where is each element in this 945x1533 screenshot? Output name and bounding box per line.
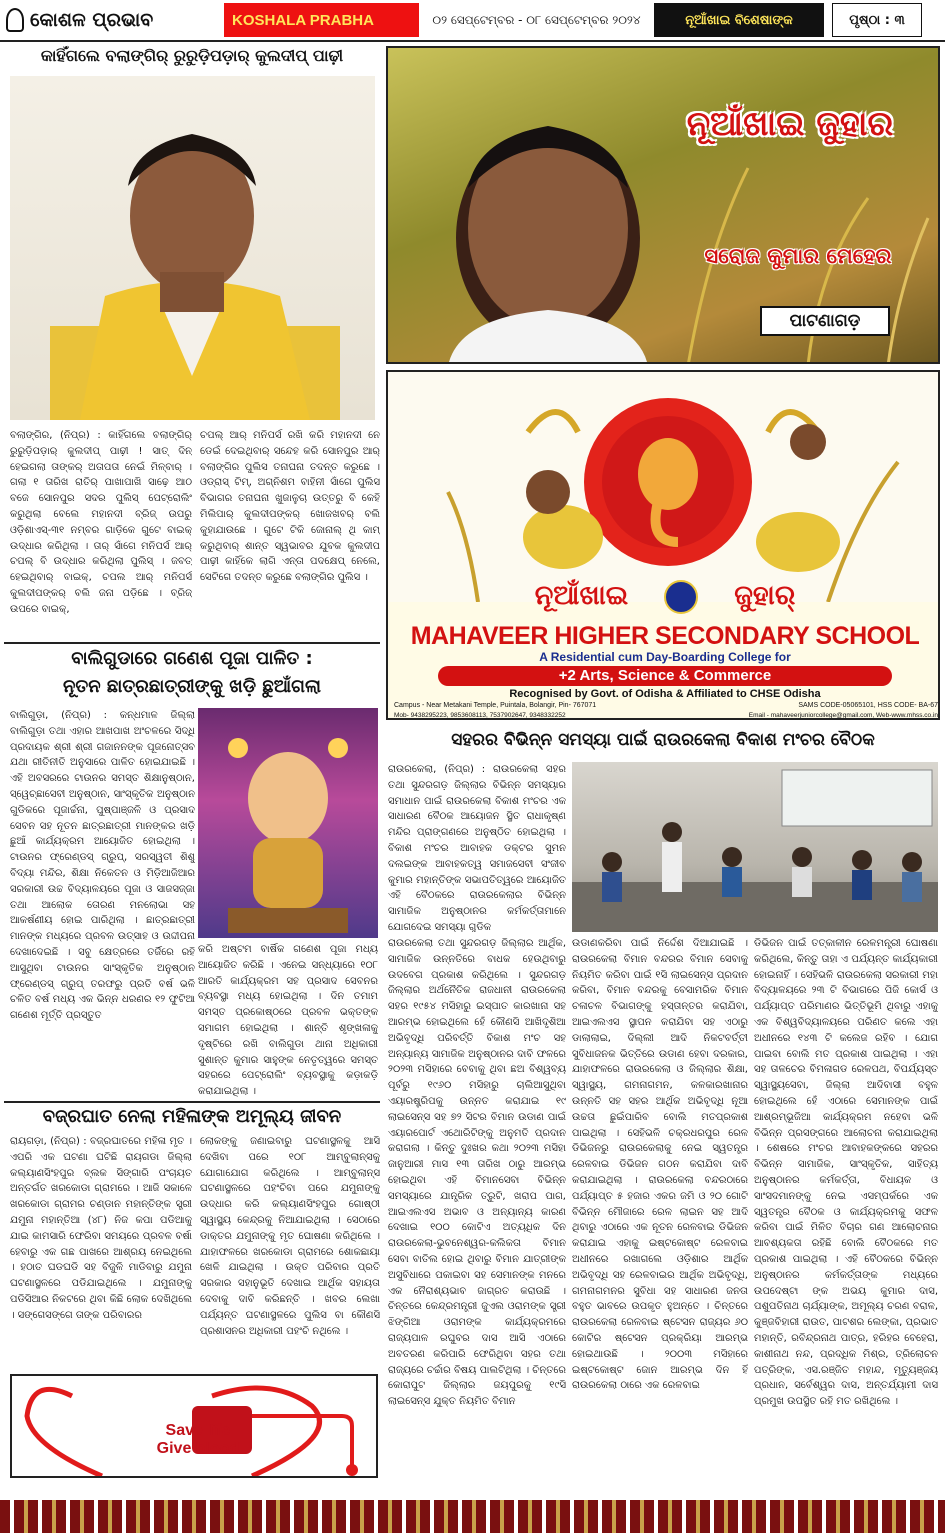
school-crest-icon (664, 580, 698, 614)
portrait-photo-kuldeep (10, 76, 375, 420)
divider (4, 642, 380, 644)
meeting-group-icon (572, 762, 938, 932)
blood-ad-line1: Save life (165, 1422, 231, 1439)
school-advertisement (386, 370, 940, 720)
school-name: MAHAVEER HIGHER SECONDARY SCHOOL (410, 622, 920, 650)
meeting-photo (572, 762, 938, 932)
greeting-right: ଜୁହାର୍ (734, 580, 796, 611)
story3-intro-column: ରାଉରକେଲା, (ନିପ୍ର) : ରାଉରକେଲା ସହର ତଥା ସୁନ୍ଦରଗଡ଼ ଜିଲ୍ଲାର ବିଭିନ୍ନ ସମସ୍ୟାର ସମାଧାନ ପାଇଁ ରାଉରକେଲା ବିକାଶ ମଂଚର ଏକ ସାଧାରଣ ବୈଠକ ଆୟୋଜନ ସ୍ଥିତ ରାଧାକୃଷ୍ଣ ମନ୍ଦିର ପ୍ରାଙ୍ଗଣରେ ଅନୁଷ୍ଠିତ ହୋଇଥିଲା । ବିକାଶ ମଂଚର ଆବାହକ ଡକ୍ଟର ସୁମନ ଦଲଇଙ୍କ ଆବାହକତ୍ୱ ସମାଜସେବୀ ସଂଜୀବ କୁମାର ମହାନ୍ତିଙ୍କ ସଭାପତିତ୍ୱରେ ଆୟୋଜିତ ଏହି ବୈଠକରେ ରାଉରକେଲାର ବିଭିନ୍ନ ସାମାଜିକ ଅନୁଷ୍ଠାନର କର୍ମକର୍ତ୍ତାମାନେ ଯୋଗଦେଇ ସମସ୍ୟା ଗୁଡିକ (388, 764, 566, 932)
school-greeting (388, 580, 940, 614)
story2-headline-line2: ନୂତନ ଛାତ୍ରଛାତ୍ରୀଙ୍କୁ ଖଡ଼ି ଛୁଆଁଗଲା (62, 676, 321, 697)
school-recognition: Recognised by Govt. of Odisha & Affiliated to CHSE Odisha (509, 688, 821, 700)
brand-name-bar: KOSHALA PRABHA (224, 3, 419, 37)
story2-column-2: କରି ଅଷ୍ଟମ ବାର୍ଷିକ ଗଣେଶ ପୂଜା ମଧ୍ୟ ଆୟୋଜିତ କରିଛି । ଏନେଇ ସନ୍ଧ୍ୟାରେ ୧୦୮ ଆରତି କାର୍ଯ୍ୟକ୍ରମ ସହ ପ୍ରସାଦ ସେବନର ବ୍ୟବସ୍ଥା ମଧ୍ୟ ହୋଇଥିଲା । ଦିନ ତମାମ ସମସ୍ତ ପ୍ରକୋଷ୍ଠରେ ପ୍ରବଳ ଭକ୍ତଙ୍କ ସମାଗମ ହୋଇଥିଲା । ଶାନ୍ତି ଶୃଙ୍ଖଳାକୁ ଦୃଷ୍ଟିରେ ରଖି ବାଲିଗୁଡା ଥାନା ଅଧିକାରୀ ସୁଶାନ୍ତ କୁମାର ସାହୁଙ୍କ ନେତୃତ୍ୱରେ ସମସ୍ତ ସହରରେ ପେଟ୍ରୋଲିଂ ବ୍ୟବସ୍ଥାକୁ କଡ଼ାକଡ଼ି କରାଯାଇଥିଲା । (198, 944, 378, 1098)
school-codes: SAMS CODE-05065101, HSS CODE- BA-67 (798, 702, 938, 709)
story3-column-1: ରାଉରକେଲା ତଥା ସୁନ୍ଦରଗଡ଼ ଜିଲ୍ଲାର ଆର୍ଥିକ, ସାମାଜିକ ଉନ୍ନତିରେ ବାଧକ ହେଉଥିବାରୁ ଉଦବେଗ ପ୍ରକାଶ କରିଥିଲେ । ସୁନ୍ଦରଗଡ଼ ଜିଲ୍ଲାର ଅର୍ଥନୈତିକ ରାଜଧାନୀ ରାଉରକେଲା ସହର ୧୯୫୪ ମସିହାରୁ ଇସ୍ପାତ କାରଖାନା ସହ ଆରମ୍ଭ ହୋଇଥିଲେ ହେଁ କୌଣସି ଆଖିଦୃଶିଆ ଅଭିବୃଦ୍ଧି ପରିବର୍ତ୍ତି ବିକାଶ ମଂଚ ସହ ଅନ୍ୟାନ୍ୟ ସାମାଜିକ ଅନୁଷ୍ଠାନର ଦାବି ଫଳରେ ୨୦୨୩ ମସିହାରେ ବେବାକୁ ଥିବା ଛଅ ବିଶ୍ୱବ୍ୟ ପୂର୍ବରୁ ୧୯୬୦ ମସିହାରୁ ଚାଲିଆସୁଥିବା ଏୟାରଷ୍ଟ୍ରିପକୁ ଉନ୍ନତ କରାଯାଇ ୧୯ ଲାଇସେନ୍ସ ସହ ୭୨ ସିଟର ବିମାନ ଉଡାଣ ପାଇଁ ଏୟାରପୋର୍ଟ ଏଥୋରିଟିଙ୍କୁ ଅନୁମତି ପ୍ରଦାନ କରାଗଲା । କିନ୍ତୁ ଦୁଃଖର କଥା ୨୦୨୩ ମସିହା ଜାନୁଆରୀ ମାସ ୧୩ ତାରିଖ ଠାରୁ ଆରମ୍ଭ ହୋଇଥିବା ଏହି ବିମାନସେବା ବିଭିନ୍ନ ସମସ୍ୟାରେ ଯାନ୍ତ୍ରିକ ତ୍ରୁଟି, ଖରାପ ପାଗ, ଆଇଏଲଏସ ଅଭାବ ଓ ଅନ୍ୟାନ୍ୟ କାରଣ ଦେଖାଇ ୧୦୦ କୋଟିଏ ଅତ୍ୟଧିକ ଦିନ ରାଉରକେଲା-ଭୁବନେଶ୍ୱର-କଲିକତା ବିମାନ ସେବା ବାତିଲ ହୋଇ ଥିବାରୁ ବିମାନ ଯାତ୍ରୀଙ୍କ ଅସୁବିଧାରେ ପକାଇବା ସହ ସେମାନଙ୍କ ମନରେ ଏକ ନୈରାଶ୍ୟଭାବ ଜାଗ୍ରତ କରାଉଛି । ଚିନ୍ତରେ କେନ୍ଦ୍ରମନ୍ତ୍ରୀ ଜୁଏଲ ଓରାମଙ୍କ ସ୍ତ୍ରୀ ଝିଙ୍ଗିଆ ଓରାମଙ୍କ କାର୍ଯ୍ୟକ୍ରମରେ ରାଜ୍ୟପାଳ ରଘୁବର ଦାସ ଆସି ଏଠାରେ ଅବତରଣ କରିପାରି ଫେରିଥିବା ସହର ତଥା ରାଜ୍ୟରେ ଚର୍ଚ୍ଚାର ବିଷୟ ପାଲଟିଥିଲା । ଚିନ୍ତରେ କୋରାପୁଟ ଜିଲ୍ଲାର ଜୟପୁରକୁ ୧୯ସି ଲାଇସେନ୍ସ ଯୁକ୍ତ ନିୟମିତ ବିମାନ (388, 938, 566, 1408)
school-tagline: A Residential cum Day-Boarding College for (539, 650, 791, 664)
greeter-place: ପାଟଣାଗଡ଼ (760, 306, 890, 336)
story2-headline-line1: ବାଲିଗୁଡାରେ ଗଣେଶ ପୂଜା ପାଳିତ : (71, 648, 313, 669)
story3-column-2: ଉଡାଣକରିବା ପାଇଁ ନିର୍ଦ୍ଦେଶ ଦିଆଯାଇଛି । ରାଉରକେଲା ବିମାନ ବନ୍ଦରର ବିମାନ ସେବାକୁ ନିୟମିତ କରିବା ପାଇଁ ୧ସି ଲାଇସେନ୍ସ ପ୍ରଦାନ କରିବା, ବିମାନ ବନ୍ଦରକୁ ବେସାମରିକ ବିମାନ ଚଳାଚଳ ବିଭାଗଙ୍କୁ ହସ୍ତାନ୍ତର କରାଯିବା, ଆଇଏଲଏସ ସ୍ଥାପନ କରାଯିବା ସହ ଏଠାରୁ ଡାଲାଲାଇ, ଦିଲ୍ଲୀ ଆଦି ନିକଟବର୍ତ୍ତୀ ସୁବିଧାଜନକ ଭିତ୍ତିରେ ଉଡାଣ ହେବା ଦରକାର, ଯାହାଫଳରେ ରାଉରକେଲା ଓ ଜିଲ୍ଲାର ଶିକ୍ଷା, ସ୍ୱାସ୍ଥ୍ୟ, ଗମନାଗମନ, କଳକାରଖାନାର ଉନ୍ନତି ସହ ସହର ଆର୍ଥିକ ଅଭିବୃଦ୍ଧି ନୂଆ ଉଚ୍ଚତା ଛୁଇଁପାରିବ ବୋଲି ମତପ୍ରକାଶ ପାଇଥିଲା । ସେହିଭଳି ଚକ୍ରଧରପୁର ରେଳ ଡିଭିଜନରୁ ରାଉରକେଲାକୁ ନେଇ ସ୍ୱତନ୍ତ୍ର ରେଳବାଇ ଡିଭିଜନ ଗଠନ କରାଯିବା ଦାବି କରାଯାଇଥିଲା । ରାଉରକେଲା ବନ୍ଦରଠାରେ ପର୍ଯ୍ୟାପ୍ତ ୫ ହଜାର ଏକର ଜମି ଓ ୨୦ ଗୋଟି ବିଭିନ୍ନ ମୌଜାରେ ରେଳ ଲାଇନ ସହ ଆଦି ଥିବାରୁ ଏଠାରେ ଏକ ନୂତନ ରେଳବାଇ ଡିଭିଜନ କରାଯାଇ ଏହାକୁ ଇଷ୍ଟକୋଷ୍ଟ ରେଳବାଇ ଅଧୀନରେ ରଖାଗଲେ ଓଡ଼ିଶାର ଆର୍ଥିକ ଅଭିବୃଦ୍ଧି ସହ ରେଳବାଇର ଆର୍ଥିକ ଅଭିବୃଦ୍ଧି, ଗମନାଗମନର ସୁବିଧା ସହ ସାଧାରଣ ଜନତା ବହୁତ ଭାବରେ ଉପକୃତ ହୁଅନ୍ତେ । ଚିନ୍ତରେ ରାଉରକେଲା ରେଳବାଇ ଷ୍ଟେସନ ରାଜ୍ୟର ୬୦ କୋଟିର ଷ୍ଟେସନ ପ୍ରକ୍ରିୟା ଆରମ୍ଭ ହୋଇଥାଉଛି । ୨୦୦୩ ମସିହାରେ ଇଷ୍ଟକୋଷ୍ଟ ଜୋନ ଆରମ୍ଭ ଦିନ ହିଁ ରାଉରକେଲା ଠାରେ ଏକ ରେଳବାଇ (572, 938, 748, 1392)
greeter-name: ସରୋଜ କୁମାର ମେହେର (704, 244, 892, 268)
masthead (0, 0, 945, 42)
story3-headline: ସହରର ବିଭିନ୍ନ ସମସ୍ୟା ପାଇଁ ରାଉରକେଲା ବିକାଶ ମଂଚର ବୈଠକ (451, 730, 875, 750)
story4-headline: ବଜ୍ରଘାତ ନେଲା ମହିଳାଙ୍କ ଅମୂଲ୍ୟ ଜୀବନ (42, 1106, 342, 1127)
story3-column-3: ଡିଭିଜନ ପାଇଁ ତତ୍କାଳୀନ ରେଳମନ୍ତ୍ରୀ ଘୋଷଣା କରିଥିଲେ, କିନ୍ତୁ ତାହା ଏ ପର୍ଯ୍ୟନ୍ତ କାର୍ଯ୍ୟକାରୀ ହୋଇନାହିଁ । ସେହିଭଳି ରାଉରକେଲା ସରକାରୀ ମହା ବିଦ୍ୟାଳୟରେ ୨୩ ଟି ବିଭାଗରେ ପିଜି କୋର୍ସ ଓ ପର୍ଯ୍ୟାପ୍ତ ପରିମାଣର ଭିତ୍ତିଭୂମି ଥିବାରୁ ଏହାକୁ ଏକ ବିଶ୍ୱବିଦ୍ୟାଳୟରେ ପରିଣତ କଲେ ଏହା ଅଧୀନରେ ୧୪୩ ଟି କଲେଜ ରହିବ । ଯୋଗ ପାଇବା ବୋଲି ମତ ପ୍ରକାଶ ପାଇଥିଲା । ଏହା ସହ ତାଳଚେର ବିମଳାଗଡ ରେଳପଥ, ବିପର୍ଯ୍ୟସ୍ତ ସ୍ୱାସ୍ଥ୍ୟସେବା, ଜିଲ୍ଲା ଆଦିବାସୀ ବହୁଳ ହୋଇଥିଲେ ହେଁ ଏଠାରେ ସେମାନଙ୍କ ପାଇଁ ଆଶ୍ରମ୍ଭୂଜିଆ କାର୍ଯ୍ୟକ୍ରମ ନହେବା ଭଳି ବିଭିନ୍ନ ପ୍ରସଙ୍ଗରେ ଆଲୋଚନା କରାଯାଇଥିଲା । ଶେଷରେ ମଂଚର ଆବାହକଙ୍କରେ ସହରର ବିଭିନ୍ନ ସାମାଜିକ, ସାଂସ୍କୃତିକ, ସାହିତ୍ୟ ଅନୁଷ୍ଠାନର କର୍ମକର୍ତ୍ତା, ବିଧାୟକ ଓ ସାଂସଦମାନଙ୍କୁ ନେଇ ଏସମ୍ପର୍କରେ ଏକ ସ୍ୱତନ୍ତ୍ର ବୈଠକ ଓ କାର୍ଯ୍ୟକ୍ରମକୁ ସଫଳ କରିବା ପାଇଁ ମିଳିତ ବିଚାର ଗଣ ଆଲୋଚନାର ଆବଶ୍ୟକତା ରହିଛି ବୋଲି ବୈଠକରେ ମତ ପ୍ରକାଶ ପାଇଥିଲା । ଏହି ବୈଠକରେ ବିଭିନ୍ନ ଅନୁଷ୍ଠାନର କର୍ମକର୍ତ୍ତାଙ୍କ ମଧ୍ୟରେ ଉପଦେଷ୍ଟା ଙ୍କ ଅଭୟ କୁମାର ଦାସ, ପଶୁପତିନାଥ ଚାର୍ଯ୍ୟାଙ୍କ, ଅମୂଲ୍ୟ ଚରଣ ବରାଳ, କୁଞ୍ଜବିହାରୀ ରାଉତ, ପାଟଶର ଲେଙ୍କା, ପ୍ରଭାତ ମହାନ୍ତି, ରବିନ୍ଦ୍ରନାଥ ପାତ୍ର, ହରିହର ବେହେରା, କାଶୀନାଥ ନନ୍ଦ, ପ୍ରଦ୍ଧିକ ମିଶ୍ର, ତ୍ରିଲୋଚନ ପତ୍ରିଙ୍କ, ଏସ.ରଞ୍ଜିତ ମହାନ୍ଦ, ମୃତ୍ୟୁଞ୍ଜୟ ପ୍ରଧାନ, ସର୍ବେଶ୍ୱର ଦାସ, ଅନ୍ତର୍ଯ୍ୟାମୀ ଦାସ ପ୍ରମୁଖ ଉପସ୍ଥିତ ରହି ମତ ରଖିଥିଲେ । (754, 938, 938, 1408)
special-edition-label: ନୂଆଁଖାଇ ବିଶେଷାଙ୍କ (654, 3, 824, 37)
person-portrait-icon (10, 76, 375, 420)
newspaper-logo (6, 3, 224, 37)
story4-column-2: ଲୋକଙ୍କୁ ଜଣାଇବାରୁ ଘଟଣାସ୍ଥଳକୁ ଆସି ଦେଖିବା ପରେ ୧୦୮ ଆମ୍ବୁଲାନ୍ସକୁ ଯୋଗାଯୋଗ କରିଥିଲେ । ଆମ୍ବୁଲାନ୍ସ ଘଟଣାସ୍ଥଳରେ ପହଂଚିବା ପରେ ଯମୁନାଙ୍କୁ ଉଦ୍ଧାର କରି କଲ୍ୟାଣସିଂହପୁର ଗୋଷ୍ଠୀ ସ୍ୱାସ୍ଥ୍ୟ କେନ୍ଦ୍ରକୁ ନିଆଯାଇଥିଲା । ସେଠାରେ ଡାକ୍ତର ଯମୁନାଙ୍କୁ ମୃତ ଘୋଷଣା କରିଥିଲେ । ଯାହାଫଳରେ ଖରକୋଡା ଗ୍ରାମରେ ଶୋକଛାୟା ଖେଳି ଯାଇଥିଲା । ଉକ୍ତ ପରିବାର ପ୍ରତି ସରକାର ସହାନୁଭୂତି ଦେଖାଇ ଆର୍ଥିକ ସହାୟତା ଦେବାକୁ ଦାବି କରିଛନ୍ତି । ଖବର ଲେଖା ପର୍ଯ୍ୟନ୍ତ ଘଟଣାସ୍ଥଳରେ ପୁଲିସ ବା କୌଣସି ପ୍ରଶାସନର ଅଧିକାରୀ ପହଂଚି ନଥିଲେ । (200, 1136, 380, 1337)
ganesh-idol-photo (198, 708, 378, 938)
story1-column-2: ଚପଲ୍ ଆର୍ ମନିପର୍ସ ରଖି କରି ମହାନଦୀ ନେ ଡେଇଁ ଦେଇଥିବାର୍ ସନ୍ଦେହ କରି ସୋନପୁର ଆର୍ ବଲାଙ୍ଗିର ପୁଲିସ ତନାଘନା ତଦନ୍ତ କରୁଛେ । ଓଡ୍ରାସ୍ ଟିମ୍, ଅଗ୍ନିଶମ ବାହିନୀ ସାଁଗେ ପୁଲିସ ବିଭାଗର ତନାଘନା ଖୁଜାଳୁଚା ଉତ୍ତରୁ ବି କେହି ମିଲିପାର୍ କୁଲଦୀପଙ୍କର୍ ଖୋଜଖବର୍ ବଲି କୁହାଯାଉଛେ । ଗୁଟେ ଟିକି ଜୋନାଲ୍ ଥି କାମ୍ କରୁଥିବାର୍ ଶାନ୍ତ ସ୍ୱଭାବର ଯୁବକ କୁଲଦୀପ ପାଢ଼ୀ କାହିଁକେ ଲାଗି ଏନ୍ତା ପଦକ୍ଷେପ୍ ନେଲେ, ସେଟିଗେ ତଦନ୍ତ କରୁଛେ ବଲାଙ୍ଗିର ପୁଲିସ । (200, 430, 380, 584)
story2-column-1: ବାଲିଗୁଡ଼ା, (ନିପ୍ର) : କନ୍ଧମାଳ ଜିଲ୍ଲା ବାଲିଗୁଡ଼ା ତଥା ଏହାର ଆଖପାଖ ଅଂଚଳରେ ସିଦ୍ଧି ପ୍ରଦାୟକ ଶ୍ରୀ ଶ୍ରୀ ଗଜାନନଙ୍କ ପୂଜନୋତ୍ସବ ଯଥା ରୀତିନୀତି ଅନୁସାରେ ପାଳିତ ହୋଇଯାଇଛି । ଏହି ଅବସରରେ ଟାଉନର ସମସ୍ତ ଶିକ୍ଷାନୁଷ୍ଠାନ, ସ୍ୱେଚ୍ଛାସେବୀ ଅନୁଷ୍ଠାନ, ସାଂସ୍କୃତିକ ଅନୁଷ୍ଠାନ ଗୁଡିକରେ ପୂଜାର୍ଚ୍ଚନା, ପୁଷ୍ପାଞ୍ଜଳି ଓ ପ୍ରସାଦ ସେବନ ସହ ନୂତନ ଛାତ୍ରଛାତ୍ରୀ ମାନଙ୍କର ଖଡ଼ି ଛୁଆଁ କାର୍ଯ୍ୟକ୍ରମ ଆୟୋଜିତ ହୋଇଥିଲା । ଟାଉନର ଫ୍ରେଣ୍ଡସ୍ ଗ୍ରୁପ୍, ସରସ୍ୱତୀ ଶିଶୁ ବିଦ୍ୟା ମନ୍ଦିର, ଶିକ୍ଷା ନିକେତନ ଓ ମିଡ଼ିଆଜିଆର ସରକାରୀ ଉଚ୍ଚ ବିଦ୍ୟାଳୟରେ ପୂଜା ଓ ସାଜସଜ୍ଜା ତଥା ଆଲୋକ ତୋରଣ ମନଲୋଭା ସହ ଆକର୍ଷଣୀୟ ହୋଇ ପାରିଥିଲା । ଛାତ୍ରଛାତ୍ରୀ ମାନଙ୍କ ମଧ୍ୟରେ ପ୍ରବଳ ଉତ୍ସାହ ଓ ଉଦ୍ଦୀପନା ଦେଖାଦେଇଛି । ସବୁ କ୍ଷେତ୍ରରେ ତର୍ଜିରେ ରହି ଆସୁଥିବା ଟାଉନର ସାଂସ୍କୃତିକ ଅନୁଷ୍ଠାନ ଫ୍ରେଣ୍ଡସ୍ ଗ୍ରୁପ୍ ତରଫରୁ ପ୍ରତି ବର୍ଷ ଭଳି ଚଳିତ ବର୍ଷ ମଧ୍ୟ ଏକ ଭିନ୍ନ ଧରଣର ୧୨ ଫୁଟିଆ ଗଣେଶ ମୂର୍ତ୍ତି ପ୍ରସ୍ତୁତ (10, 710, 195, 1022)
school-email: Email - mahaveerjuniorcollege@gmail.com, Web-www.mhss.co.in (748, 712, 938, 719)
ganesha-illustration (388, 372, 940, 602)
divider (4, 1101, 380, 1103)
issue-date: ୦୨ ସେପ୍ଟେମ୍ବର - ୦୮ ସେପ୍ଟେମ୍ବର ୨୦୨୪ (432, 12, 641, 27)
school-campus: Campus - Near Metakani Temple, Puintala, Bolangir, Pin- 767071 (394, 702, 597, 709)
page-number: ପୃଷ୍ଠା : ୩ (832, 3, 922, 37)
story1-column-1: ବଲାଙ୍ଗିର, (ନିପ୍ର) : କାହିଁଗଲେ ବଲାଙ୍ଗିର୍ ରୁରୁଡ଼ିପଡ଼ାର୍ କୁଲଦୀପ୍ ପାଢ଼ୀ ! ସାତ୍ ଦିନ୍ ହେଇଗଲା ତାଙ୍କର୍ ଅତାପତା ନେଇଁ ମିଳ୍ବାର୍ । ଗଲା ୧ ତାରିଖ ରାତିର୍ ପାଖାପାଖି ସାଢ଼େ ଆଠ ବଜେ ସୋନପୁର ସଦର ପୁଲିସ୍ ପେଟ୍ରୋଲିଂ କରୁଥିଲା ବେଲେ ମହାନଦୀ ବ୍ରିଜ୍ ଉପରୁ ଓଡ଼ିଶାଏସ୍-୩୧ ନମ୍ବର ଗାଡ଼ିକେ ଗୁଟେ ବାଇକ୍ ଉଦ୍ଧାର କରିଥିଲା । ତାର୍ ସାଁଗେ ମନିପର୍ସ ଆର୍ ଚପଲ୍ ବି ଉଦ୍ଧାର କରିଥିଲା ପୁଲିସ୍ । ଜବତ୍ ହେଇଥିବାର୍ ବାଇକ୍, ଚପଲ ଆର୍ ମନିପର୍ସ କୁଲଦୀପଙ୍କର୍ ବଲି ଜନା ପଡ଼ିଛେ । ବ୍ରିଜ୍ ଉପରେ ବାଇକ୍, (10, 430, 192, 615)
school-streams: +2 Arts, Science & Commerce (438, 666, 892, 686)
blood-donation-ad (10, 1374, 378, 1478)
nuakhai-title: ନୂଆଁଖାଇ ଜୁହାର (686, 104, 894, 144)
logo-emblem-icon (6, 8, 24, 32)
school-mobile: Mob- 9438295223, 9853608113, 7537902647, 9348332252 (394, 712, 566, 719)
decorative-footer-border (0, 1500, 945, 1533)
nuakhai-greeting-ad (386, 46, 940, 364)
greeting-left: ନୂଆଁଖାଇ (534, 580, 629, 611)
logo-text: କୋଶଳ ପ୍ରଭାବ (30, 9, 154, 31)
blood-ad-line2: Give blood (156, 1440, 240, 1457)
ganesh-idol-icon (198, 708, 378, 938)
story1-headline: କାହିଁଗଲେ ବଲାଙ୍ଗିର୍ ରୁରୁଡ଼ିପଡ଼ାର୍ କୁଲଦୀପ୍ ପାଢ଼ୀ (40, 46, 344, 65)
story4-column-1: ରାୟଗଡ଼ା, (ନିପ୍ର) : ବଜ୍ରଘାତରେ ମହିଳା ମୃତ । ଏପରି ଏକ ଘଟଣା ଘଟିଛି ରାୟଗଡା ଜିଲ୍ଲା କଲ୍ୟାଣସିଂହପୁର ବ୍ଲକ ସିଙ୍ଗାରି ପଂଚାୟତ ଅନ୍ତର୍ଗତ ଖରକୋଡା ଗ୍ରାମରେ । ଆଜି ସକାଳେ ଖରକୋଡା ଗ୍ରାମର ଚଣ୍ଡାନ ମହାନ୍ତିଙ୍କ ସ୍ତ୍ରୀ ଯମୁନା ମହାନ୍ତିଆ (୪୮) ନିଜ କପା ପଡିଆକୁ ଯାଇ କାମସାରି ଫେରିବା ସମୟରେ ପ୍ରବଳ ବର୍ଷା ହେବାରୁ ଏକ ଗଛ ପାଖରେ ଆଶ୍ରୟ ନେଇଥିଲେ । ହଠାତ ଘଡଘଡି ସହ ବିଜୁଳି ମାଡିବାରୁ ଯମୁନା ଘଟଣାସ୍ଥଳରେ ପଡିଯାଇଥିଲେ । ଯମୁନାଙ୍କୁ ପଡିସିଆର ନିକଟରେ ଥିବା କିଛି ଲୋକ ଦେଖିଥିଲେ । ସଙ୍ଗେସଙ୍ଗେ ତାଙ୍କ ପରିବାରର (10, 1136, 192, 1321)
